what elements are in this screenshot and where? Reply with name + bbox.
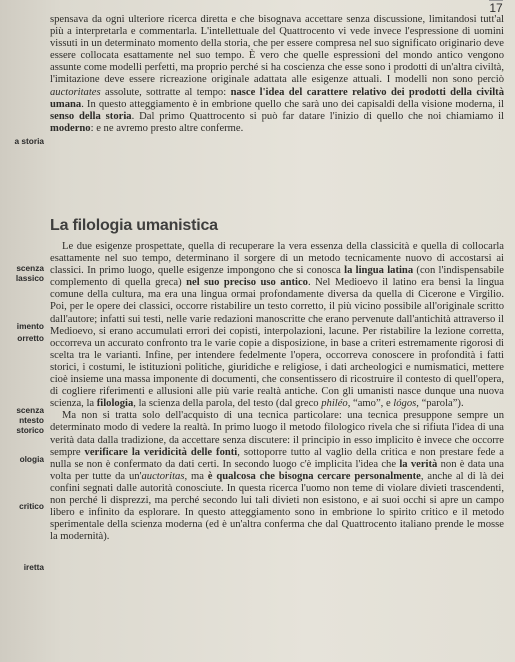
margin-label: orretto [17, 334, 44, 343]
margin-label: ologia [19, 455, 44, 464]
margin-label: ntesto [19, 416, 44, 425]
section-heading: La filologia umanistica [50, 217, 218, 234]
paragraph: spensava da ogni ulteriore ricerca diretta e che bisognava accettare senza discussione, limitandosi tutt'al più a interpretarla e commentarla. L'intellettuale del Quattrocento vi vede invece l'espressione di uomini vissuti in un determinato momento della storia, che per essere compresa nel suo significato originario deve essere collocata esattamente nel suo tempo. È vero che quelle espressioni del mondo antico vengono assunte come modelli perfetti, ma proprio perché si ha coscienza che esse sono i prodotti di un'altra civiltà, l'imitazione deve essere ricreazione originale adattata alle esigenze attuali. I modelli non sono perciò auctoritates assolute, sottratte al tempo: nasce l'idea del carattere relativo dei prodotti della civiltà umana. In questo atteggiamento è in embrione quello che sarà uno dei capisaldi della visione moderna, il senso della storia. Dal primo Quattrocento si può far datare l'inizio di quello che noi chiamiamo il moderno: e ne avremo presto altre conferme. [50, 14, 505, 134]
section-intro-text [50, 14, 504, 135]
margin-label: lassico [15, 274, 44, 283]
section-filologia-text [50, 241, 504, 543]
margin-label: a storia [14, 137, 44, 146]
margin-label: scenza [16, 264, 44, 273]
paragraph: Le due esigenze prospettate, quella di recuperare la vera essenza della classicità e quella di collocarla esattamente nel suo tempo, determinano il sorgere di un metodo tecnicamente nuovo di accostarsi ai classici. In primo luogo, quelle esigenze impongono che si conosca la lingua latina (con l'indispensabile complemento di quella greca) nel suo preciso uso antico. Nel Medioevo il latino era bensì la lingua comune della cultura, ma era una lingua ormai profondamente diversa da quella di Cicerone e Virgilio. Poi, per le opere dei classici, occorre ristabilire un testo corretto, il più vicino possibile all'originale scritto dall'autore; infatti sui testi, nelle varie redazioni manoscritte che erano pervenute dall'antichità attraverso il Medioevo, si erano accumulati errori dei copisti, interpolazioni, lacune. Per ristabilire la lezione corretta, occorreva un accurato confronto tra le varie copie a disposizione, in base a criteri estremamente rigorosi di scelta tra le varianti. Infine, per intendere fedelmente l'opera, occorreva conoscere in profondità i fatti storici, i costumi, le istituzioni politiche, giuridiche e religiose, i dati archeologici e numismatici, mettere cioè insieme una massa imponente di documenti, che consentissero di ricostruire il contesto di quell'opera, di cogliere riferimenti e allusioni alle più varie realtà antiche. Con gli umanisti nasce dunque una nuova scienza, la filologia, la scienza della parola, del testo (dal greco philéo, “amo”, e lógos, “parola”). [50, 241, 504, 410]
paragraph: Ma non si tratta solo dell'acquisto di una tecnica particolare: una tecnica presuppone sempre un determinato modo di vedere la realtà. In primo luogo il metodo filologico rivela che si rifiuta l'idea di una verità data dalla tradizione, da accettare senza discutere: il principio in esso implicito è invece che occorre sempre verificare la veridicità delle fonti, sottoporre tutto al vaglio della critica e non prestare fede a nulla se non è confermato da dati certi. In secondo luogo c'è implicita l'idea che la verità non è data una volta per tutte da un'auctoritas, ma è qualcosa che bisogna cercare personalmente, anche al di là dei confini segnati dalle autorità conosciute. In questa ricerca l'uomo non teme di violare divieti trascendenti, non perché li disprezzi, ma perché secondo lui tali divieti non esistono, e ai suoi occhi si apre un campo libero e infinito da esplorare. In questo atteggiamento sono in embrione lo spirito critico e il metodo sperimentale della scienza moderna (ed è un'altra conferma che dal Quattrocento italiano prende le mosse la modernità). [50, 410, 504, 543]
margin-label: iretta [23, 563, 44, 572]
margin-label: storico [16, 426, 44, 435]
page-number: 17 [489, 1, 503, 15]
margin-label: scenza [16, 406, 44, 415]
margin-label: critico [19, 502, 44, 511]
margin-label: imento [16, 322, 44, 331]
